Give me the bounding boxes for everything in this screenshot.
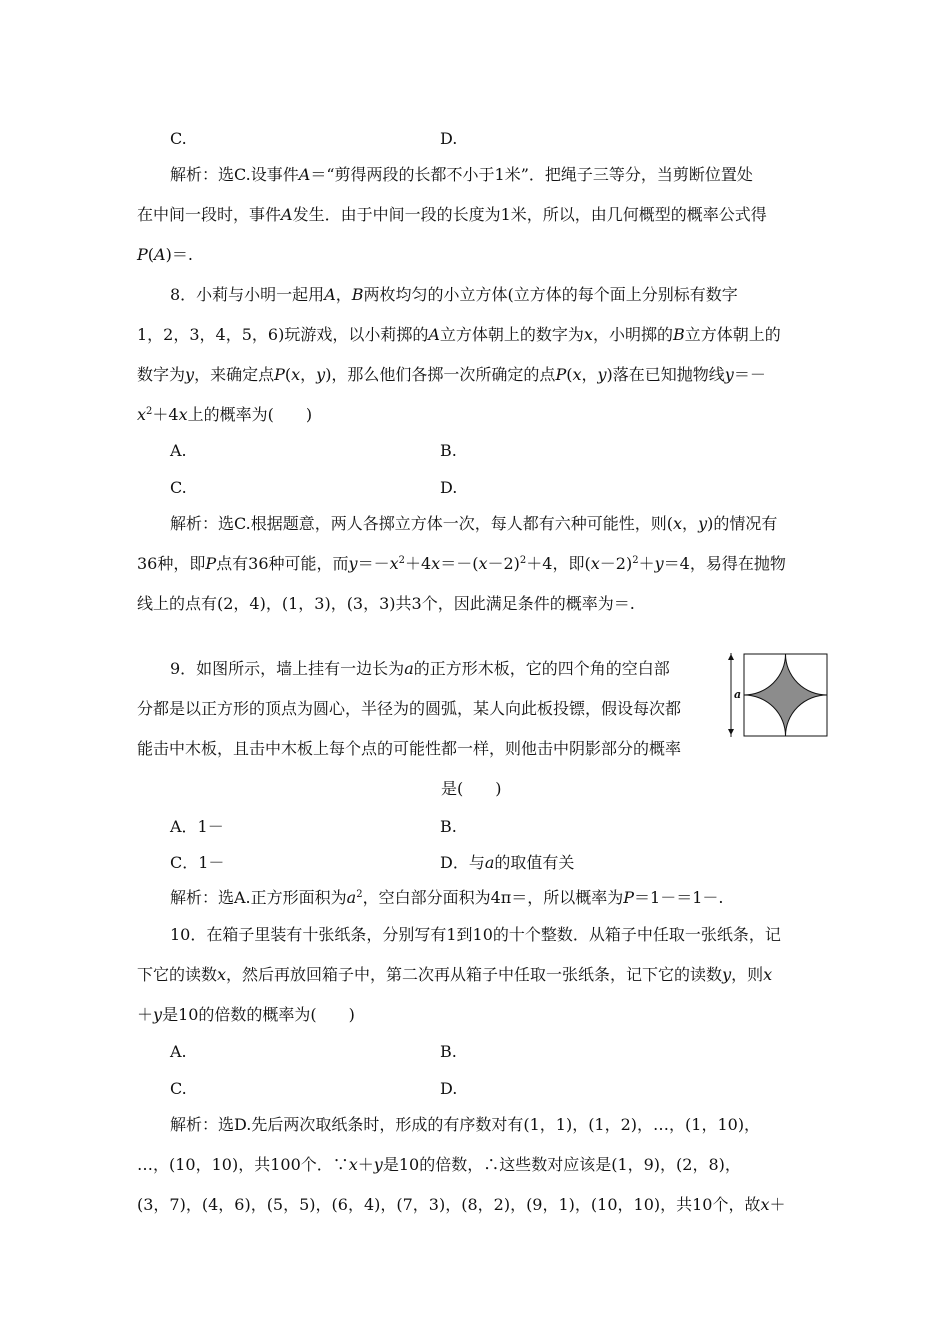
q9-option-b: B. (440, 817, 457, 836)
q9-option-c: C．1－ (170, 853, 225, 872)
q9-option-a: A．1－ (170, 817, 224, 836)
q9-solution: 解析：选A.正方形面积为$a^2$，空白部分面积为4π＝，所以概率为P＝1－＝1－. (170, 888, 724, 907)
q8-option-d: D. (440, 478, 458, 497)
q8-option-b: B. (440, 441, 457, 460)
q9-stem-line-1: 9．如图所示，墙上挂有一边长为a的正方形木板，它的四个角的空白部 (170, 659, 670, 678)
q10-option-d: D. (440, 1079, 458, 1098)
q8-stem-line-3: 数字为y，来确定点P(x，y)，那么他们各掷一次所确定的点P(x，y)落在已知抛物线y＝－ (137, 365, 766, 384)
q8-stem-line-4: $x^2+4x$上的概率为( ) (137, 405, 313, 424)
q9-stem-line-2: 分都是以正方形的顶点为圆心，半径为的圆弧，某人向此板投镖，假设每次都 (137, 699, 682, 718)
q7-solution-line-3: P(A)＝. (137, 245, 193, 264)
q8-stem-line-2: 1，2，3，4，5，6)玩游戏，以小莉掷的A立方体朝上的数字为x，小明掷的B立方体朝上的 (137, 325, 781, 344)
q8-option-c: C. (170, 478, 187, 497)
q9-figure-label-a: a (734, 688, 742, 701)
q10-option-c: C. (170, 1079, 187, 1098)
q7-option-c: C. (170, 129, 187, 148)
q10-option-b: B. (440, 1042, 457, 1061)
q9-square-board-figure (724, 651, 832, 741)
q9-dimension-arrow-bottom (728, 729, 734, 735)
q9-dimension-arrow-top (728, 654, 734, 660)
q10-stem-line-2: 下它的读数x，然后再放回箱子中，第二次再从箱子中任取一张纸条，记下它的读数y，则x (137, 965, 773, 984)
q10-stem-line-3: ＋y是10的倍数的概率为( ) (137, 1005, 355, 1024)
q9-stem-line-3: 能击中木板，且击中木板上每个点的可能性都一样，则他击中阴影部分的概率 (137, 739, 682, 758)
q8-stem-line-1: 8．小莉与小明一起用A，B两枚均匀的小立方体(立方体的每个面上分别标有数字 (170, 285, 738, 304)
q8-solution-line-2: 36种，即P点有36种可能，而$y=-x^2+4x=-(x-2)^2+4$，即$(x-2)^2+y=4$，易得在抛物 (137, 554, 786, 573)
q8-option-a: A. (170, 441, 187, 460)
q10-solution-line-2: …，(10，10)，共100个．∵x＋y是10的倍数，∴这些数对应该是(1，9)，(2，8)， (137, 1155, 741, 1174)
q10-solution-line-1: 解析：选D.先后两次取纸条时，形成的有序数对有(1，1)，(1，2)，…，(1，10)， (170, 1115, 761, 1134)
q7-option-d: D. (440, 129, 458, 148)
q10-stem-line-1: 10．在箱子里装有十张纸条，分别写有1到10的十个整数．从箱子中任取一张纸条，记 (170, 925, 781, 944)
q7-solution-line-2: 在中间一段时，事件A发生．由于中间一段的长度为1米，所以，由几何概型的概率公式得 (137, 205, 767, 224)
q9-option-d: D．与a的取值有关 (440, 853, 575, 872)
q10-option-a: A. (170, 1042, 187, 1061)
q7-solution-line-1: 解析：选C.设事件A＝“剪得两段的长都不小于1米”．把绳子三等分，当剪断位置处 (170, 165, 753, 184)
q10-solution-line-3: (3，7)，(4，6)，(5，5)，(6，4)，(7，3)，(8，2)，(9，1)，(10，10)，共10个，故x＋ (137, 1195, 786, 1214)
q8-solution-line-1: 解析：选C.根据题意，两人各掷立方体一次，每人都有六种可能性，则(x，y)的情况有 (170, 514, 778, 533)
q8-solution-line-3: 线上的点有(2，4)，(1，3)，(3，3)共3个，因此满足条件的概率为＝. (137, 594, 635, 613)
q9-stem-line-4: 是( ) (441, 779, 502, 798)
